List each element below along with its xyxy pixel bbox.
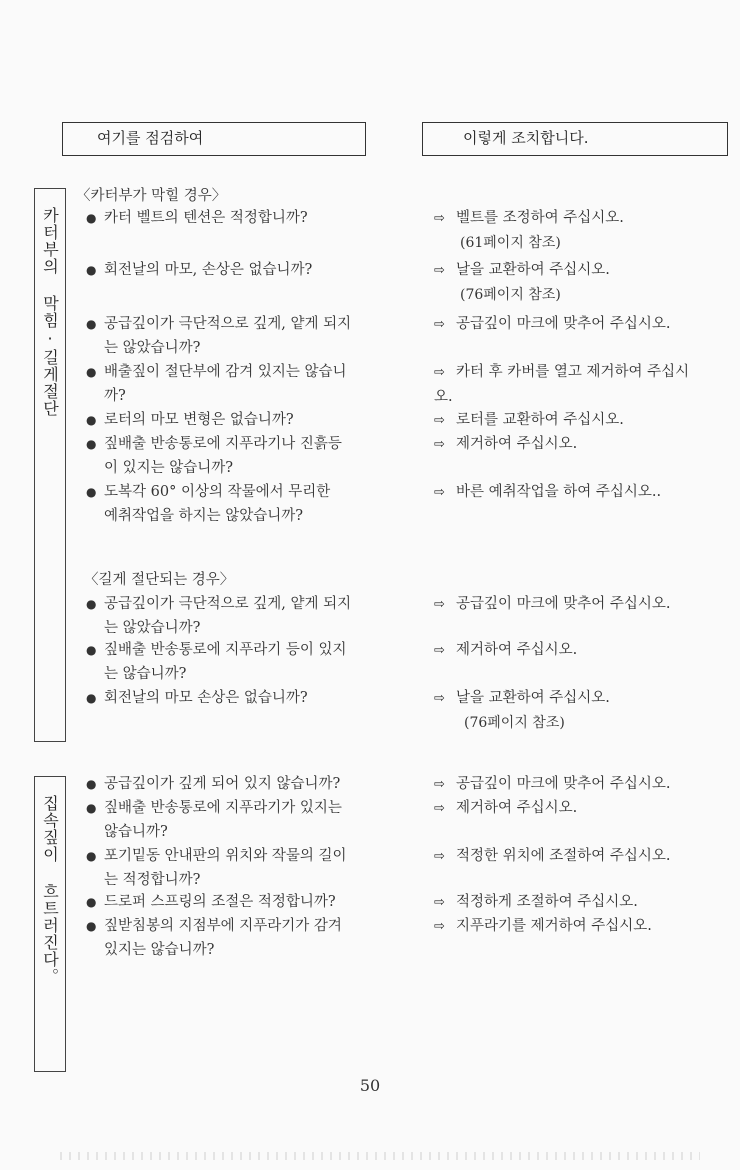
bullet-icon: ● — [86, 413, 97, 427]
arrow-icon: ⇨ — [434, 691, 445, 706]
bullet-icon: ● — [86, 263, 97, 277]
check-item: ● 공급깊이가 깊게 되어 있지 않습니까? — [104, 772, 340, 796]
arrow-icon: ⇨ — [434, 801, 445, 816]
remedy-item: ⇨ 제거하여 주십시오. — [434, 432, 577, 457]
bullet-icon: ● — [86, 895, 97, 909]
subsection-title: 〈길게 절단되는 경우〉 — [84, 572, 235, 588]
bullet-icon: ● — [86, 211, 97, 225]
check-item: ● 배출짚이 절단부에 감겨 있지는 않습니 까? — [104, 360, 347, 408]
bullet-icon: ● — [86, 485, 97, 499]
remedy-item: ⇨ 벨트를 조정하여 주십시오. — [434, 206, 624, 231]
check-item: ● 짚배출 반송통로에 지푸라기 등이 있지 는 않습니까? — [104, 638, 347, 686]
check-item: ● 공급깊이가 극단적으로 깊게, 얕게 되지 는 않았습니까? — [104, 312, 351, 360]
scan-artifact-strip — [60, 1152, 700, 1160]
remedy-item: ⇨ 날을 교환하여 주십시오. — [434, 258, 610, 283]
bullet-icon: ● — [86, 691, 97, 705]
bullet-icon: ● — [86, 643, 97, 657]
bullet-icon: ● — [86, 365, 97, 379]
remedy-item: ⇨ 적정한 위치에 조절하여 주십시오. — [434, 844, 671, 869]
arrow-icon: ⇨ — [434, 895, 445, 910]
remedy-item: ⇨ 로터를 교환하여 주십시오. — [434, 408, 624, 433]
page-reference: (76페이지 참조) — [464, 715, 565, 731]
remedy-item: ⇨ 제거하여 주십시오. — [434, 796, 577, 821]
arrow-icon: ⇨ — [434, 413, 445, 428]
header-action-box: 이렇게 조치합니다. — [422, 122, 728, 156]
check-item: ● 회전날의 마모, 손상은 없습니까? — [104, 258, 312, 282]
check-item: ● 카터 벨트의 텐션은 적정합니까? — [104, 206, 308, 230]
remedy-item: ⇨ 적정하게 조절하여 주십시오. — [434, 890, 638, 915]
bullet-icon: ● — [86, 849, 97, 863]
bullet-icon: ● — [86, 919, 97, 933]
check-item: ● 짚배출 반송통로에 지푸라기나 진흙등 이 있지는 않습니까? — [104, 432, 342, 480]
remedy-item: ⇨ 날을 교환하여 주십시오. — [434, 686, 610, 711]
subsection-title: 〈카터부가 막힐 경우〉 — [76, 188, 227, 204]
remedy-item: ⇨ 지푸라기를 제거하여 주십시오. — [434, 914, 652, 939]
arrow-icon: ⇨ — [434, 437, 445, 452]
arrow-icon: ⇨ — [434, 211, 445, 226]
remedy-item: ⇨ 공급깊이 마크에 맞추어 주십시오. — [434, 592, 671, 617]
arrow-icon: ⇨ — [434, 317, 445, 332]
check-item: ● 짚배출 반송통로에 지푸라기가 있지는 않습니까? — [104, 796, 342, 844]
arrow-icon: ⇨ — [434, 849, 445, 864]
page-reference: (76페이지 참조) — [460, 287, 561, 303]
check-item: ● 포기밑동 안내판의 위치와 작물의 길이 는 적정합니까? — [104, 844, 347, 892]
page-reference: (61페이지 참조) — [460, 235, 561, 251]
check-item: ● 드로퍼 스프링의 조절은 적정합니까? — [104, 890, 336, 914]
remedy-item: ⇨ 바른 예취작업을 하여 주십시오.. — [434, 480, 661, 505]
remedy-item: ⇨ 공급깊이 마크에 맞추어 주십시오. — [434, 772, 671, 797]
check-item: ● 짚받침봉의 지점부에 지푸라기가 감겨 있지는 않습니까? — [104, 914, 342, 962]
arrow-icon: ⇨ — [434, 263, 445, 278]
bullet-icon: ● — [86, 801, 97, 815]
bullet-icon: ● — [86, 437, 97, 451]
remedy-item: ⇨ 카터 후 카버를 열고 제거하여 주십시 오. — [434, 360, 724, 409]
check-item: ● 회전날의 마모 손상은 없습니까? — [104, 686, 308, 710]
arrow-icon: ⇨ — [434, 485, 445, 500]
arrow-icon: ⇨ — [434, 597, 445, 612]
remedy-item: ⇨ 공급깊이 마크에 맞추어 주십시오. — [434, 312, 671, 337]
check-item: ● 도복각 60° 이상의 작물에서 무리한 예취작업을 하지는 않았습니까? — [104, 480, 330, 528]
bullet-icon: ● — [86, 597, 97, 611]
remedy-item: ⇨ 제거하여 주십시오. — [434, 638, 577, 663]
arrow-icon: ⇨ — [434, 365, 445, 380]
bullet-icon: ● — [86, 317, 97, 331]
check-item: ● 로터의 마모 변형은 없습니까? — [104, 408, 294, 432]
arrow-icon: ⇨ — [434, 919, 445, 934]
bullet-icon: ● — [86, 777, 97, 791]
header-check-box: 여기를 점검하여 — [62, 122, 366, 156]
side-label-cutter — [34, 188, 66, 742]
side-label-bundle-text: 집속짚이 흐트러진다。 — [40, 795, 60, 985]
arrow-icon: ⇨ — [434, 777, 445, 792]
arrow-icon: ⇨ — [434, 643, 445, 658]
side-label-bundle — [34, 776, 66, 1072]
side-label-cutter-text: 카터부의 막힘·길게절단 — [40, 207, 60, 417]
check-item: ● 공급깊이가 극단적으로 깊게, 얕게 되지 는 않았습니까? — [104, 592, 351, 640]
page-number: 50 — [359, 1076, 381, 1095]
